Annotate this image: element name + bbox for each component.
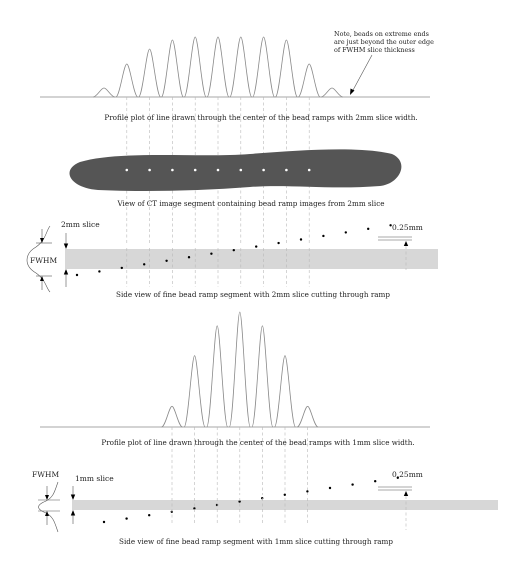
label-fwhm-top: FWHM [30, 256, 58, 265]
ct-bead-image [194, 169, 197, 172]
spacing-bottom-arrow-icon [404, 491, 408, 496]
fwhm-profile-1mm [39, 482, 59, 532]
ct-bead-image [262, 169, 265, 172]
slice-2mm-lower-arrow-icon [64, 269, 68, 275]
bead [143, 263, 145, 265]
label-fwhm-bottom: FWHM [32, 470, 60, 479]
ct-image-blob [70, 149, 402, 191]
slice-2mm-upper-arrow-icon [64, 244, 68, 250]
bead [233, 249, 235, 251]
bead [284, 494, 286, 496]
ct-bead-image [308, 169, 311, 172]
bead [165, 260, 167, 262]
caption-side-2mm: Side view of fine bead ramp segment with 2mm slice cutting through ramp [116, 290, 390, 299]
slice-1mm-lower-arrow-icon [71, 510, 75, 516]
note-leader-line [352, 55, 372, 92]
caption-profile-1mm: Profile plot of line drawn through the center of the bead ramps with 1mm slice width. [101, 438, 415, 447]
end-bead-note [334, 30, 434, 95]
ct-bead-image [217, 169, 220, 172]
bead [121, 267, 123, 269]
bead [345, 231, 347, 233]
label-spacing-top: 0.25mm [392, 223, 423, 232]
ct-bead-image [126, 169, 129, 172]
ct-bead-image [240, 169, 243, 172]
bead [374, 480, 376, 482]
caption-profile-2mm: Profile plot of line drawn through the center of the bead ramps with 2mm slice width. [104, 113, 418, 122]
ct-bead-image [171, 169, 174, 172]
fwhm-2mm-arrow-top-icon [40, 238, 44, 243]
ct-bead-image [285, 169, 288, 172]
bead [125, 517, 127, 519]
caption-ct-image: View of CT image segment containing bead ramp images from 2mm slice [117, 199, 385, 208]
label-spacing-bottom: 0.25mm [392, 470, 423, 479]
bead [300, 238, 302, 240]
bead [351, 483, 353, 485]
bead [322, 235, 324, 237]
note-line-2: are just beyond the outer edge [334, 38, 434, 46]
label-1mm-slice: 1mm slice [75, 474, 114, 483]
note-line-1: Note, beads on extreme ends [334, 30, 429, 38]
fwhm-1mm-arrow-bottom-icon [45, 511, 49, 516]
side-view-2mm [27, 220, 438, 292]
bead [148, 514, 150, 516]
profile-plot-1mm [40, 312, 430, 495]
bead [329, 487, 331, 489]
bead [188, 256, 190, 258]
ct-bead-image [148, 169, 151, 172]
profile-plot-2mm [40, 37, 430, 245]
caption-side-1mm: Side view of fine bead ramp segment with 1mm slice cutting through ramp [119, 537, 393, 546]
label-2mm-slice: 2mm slice [61, 220, 100, 229]
slice-band-2mm [65, 249, 438, 269]
profile-2mm-curve [93, 37, 343, 97]
bead [103, 521, 105, 523]
spacing-top-arrow-icon [404, 241, 408, 246]
bead [306, 490, 308, 492]
bead [277, 242, 279, 244]
bead-ramp-1mm [103, 477, 399, 524]
bead [367, 228, 369, 230]
ct-image-segment [70, 149, 402, 191]
note-arrow-icon [350, 89, 355, 96]
bead [76, 274, 78, 276]
note-line-3: of FWHM slice thickness [334, 46, 415, 54]
side-view-1mm [32, 470, 498, 532]
bead [98, 270, 100, 272]
bead [210, 253, 212, 255]
bead [255, 245, 257, 247]
profile-1mm-curve [162, 312, 319, 427]
slice-1mm-upper-arrow-icon [71, 495, 75, 501]
